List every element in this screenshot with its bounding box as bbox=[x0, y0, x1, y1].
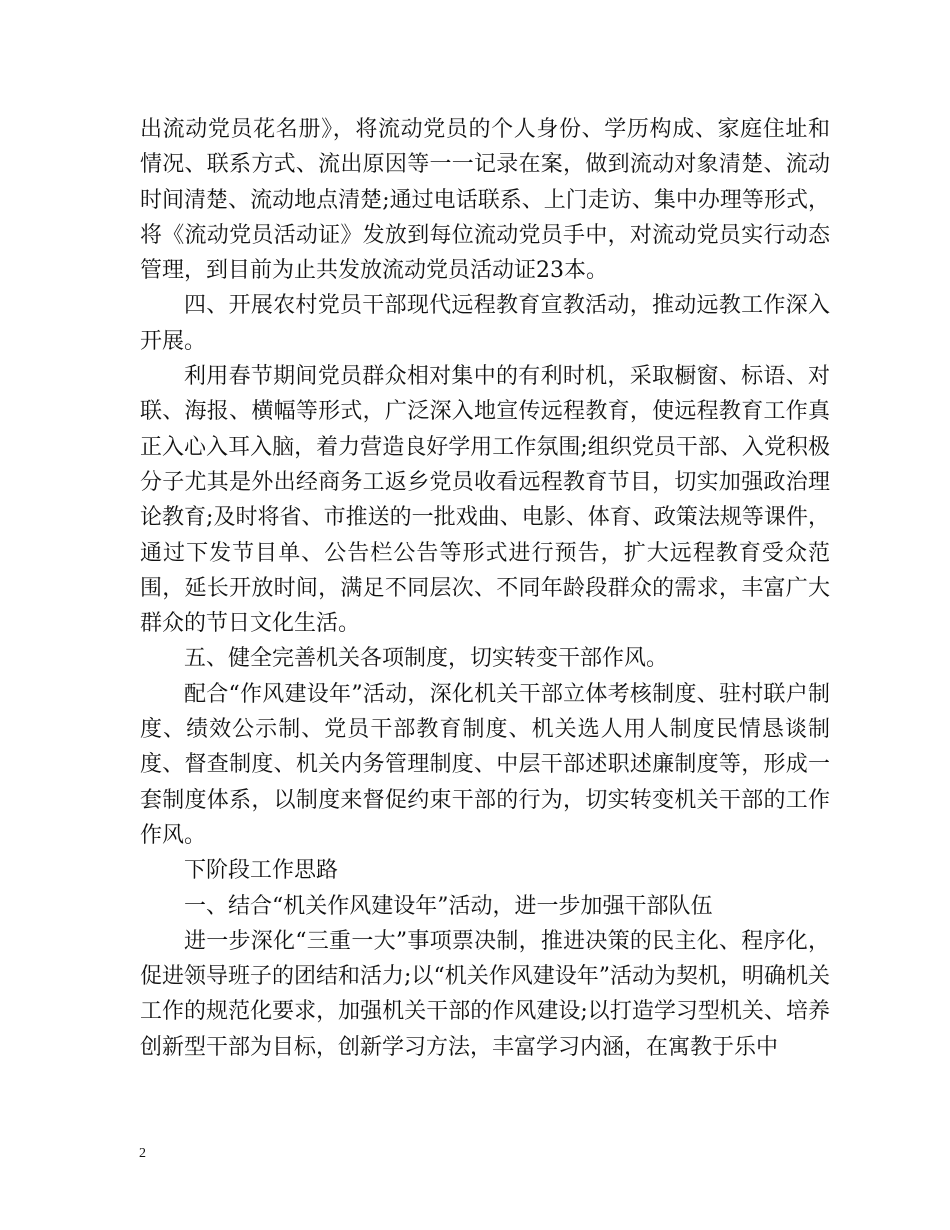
paragraph: 出流动党员花名册》，将流动党员的个人身份、学历构成、家庭住址和情况、联系方式、流出原因等一一记录在案，做到流动对象清楚、流动时间清楚、流动地点清楚;通过电话联系、上门走访、集中办理等形式，将《流动党员活动证》发放到每位流动党员手中，对流动党员实行动态管理，到目前为止共发放流动党员活动证23本。 bbox=[140, 117, 830, 284]
section-heading: 四、开展农村党员干部现代远程教育宣教活动，推动远教工作深入开展。 bbox=[140, 293, 830, 354]
section-heading: 五、健全完善机关各项制度，切实转变干部作风。 bbox=[184, 646, 669, 672]
page-number: 2 bbox=[139, 1146, 146, 1161]
paragraph: 配合“作风建设年”活动，深化机关干部立体考核制度、驻村联户制度、绩效公示制、党员干部教育制度、机关选人用人制度民情恳谈制度、督查制度、机关内务管理制度、中层干部述职述廉制度等，形成一套制度体系，以制度来督促约束干部的行为，切实转变机关干部的工作作风。 bbox=[140, 681, 830, 848]
paragraph: 利用春节期间党员群众相对集中的有利时机，采取橱窗、标语、对联、海报、横幅等形式，广泛深入地宣传远程教育，使远程教育工作真正入心入耳入脑，着力营造良好学用工作氛围;组织党员干部、入党积极分子尤其是外出经商务工返乡党员收看远程教育节目，切实加强政治理论教育;及时将省、市推送的一批戏曲、电影、体育、政策法规等课件，通过下发节目单、公告栏公告等形式进行预告，扩大远程教育受众范围，延长开放时间，满足不同层次、不同年龄段群众的需求，丰富广大群众的节日文化生活。 bbox=[140, 364, 830, 637]
section-heading: 一、结合“机关作风建设年”活动，进一步加强干部队伍 bbox=[184, 893, 713, 919]
document-body bbox=[140, 112, 830, 1065]
section-heading: 下阶段工作思路 bbox=[184, 858, 339, 884]
paragraph: 进一步深化“三重一大”事项票决制，推进决策的民主化、程序化，促进领导班子的团结和活力;以“机关作风建设年”活动为契机，明确机关工作的规范化要求，加强机关干部的作风建设;以打造学习型机关、培养创新型干部为目标，创新学习方法，丰富学习内涵，在寓教于乐中 bbox=[140, 928, 830, 1060]
